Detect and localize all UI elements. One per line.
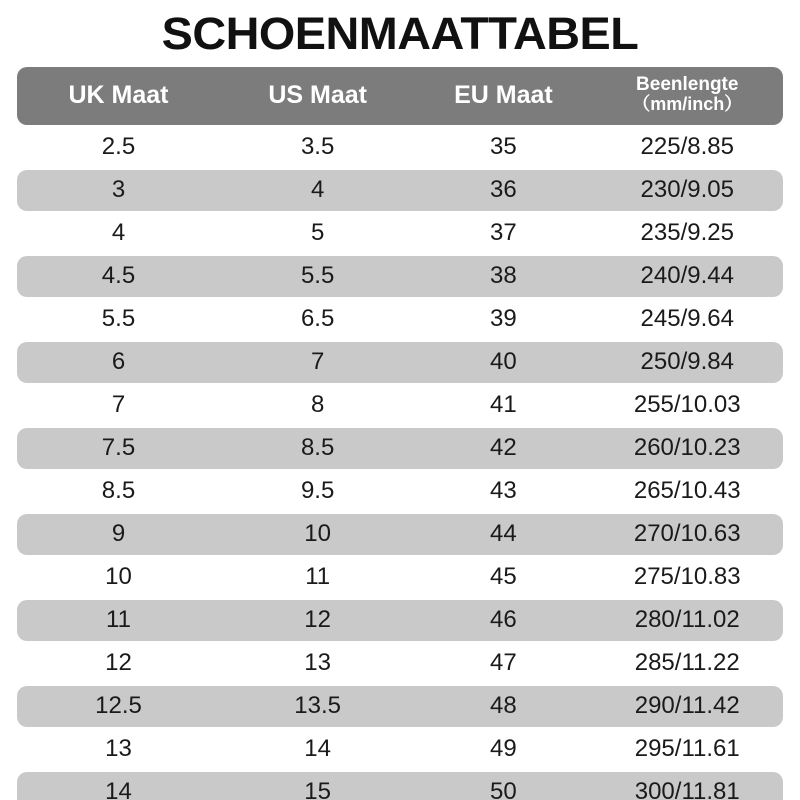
cell-us: 13 <box>220 643 415 684</box>
table-row <box>17 729 783 770</box>
table-row <box>17 643 783 684</box>
table-row <box>17 127 783 168</box>
cell-us: 3.5 <box>220 127 415 168</box>
cell-length: 225/8.85 <box>591 127 783 168</box>
table-row <box>17 686 783 727</box>
cell-length: 235/9.25 <box>591 213 783 254</box>
cell-uk: 12 <box>17 643 220 684</box>
cell-length: 270/10.63 <box>591 514 783 555</box>
cell-eu: 46 <box>415 600 591 641</box>
cell-eu: 37 <box>415 213 591 254</box>
cell-uk: 5.5 <box>17 299 220 340</box>
column-header-length-unit: （mm/inch） <box>632 94 743 115</box>
size-chart-table <box>17 65 783 800</box>
cell-uk: 12.5 <box>17 686 220 727</box>
cell-us: 8 <box>220 385 415 426</box>
cell-uk: 10 <box>17 557 220 598</box>
cell-length: 275/10.83 <box>591 557 783 598</box>
table-header <box>17 67 783 125</box>
cell-length: 230/9.05 <box>591 170 783 211</box>
cell-us: 12 <box>220 600 415 641</box>
cell-us: 7 <box>220 342 415 383</box>
cell-us: 9.5 <box>220 471 415 512</box>
cell-length: 285/11.22 <box>591 643 783 684</box>
cell-us: 5.5 <box>220 256 415 297</box>
table-row <box>17 385 783 426</box>
cell-uk: 3 <box>17 170 220 211</box>
cell-us: 10 <box>220 514 415 555</box>
cell-us: 15 <box>220 772 415 800</box>
cell-eu: 47 <box>415 643 591 684</box>
cell-uk: 9 <box>17 514 220 555</box>
cell-eu: 39 <box>415 299 591 340</box>
cell-us: 11 <box>220 557 415 598</box>
table-body <box>17 127 783 800</box>
cell-eu: 35 <box>415 127 591 168</box>
cell-length: 280/11.02 <box>591 600 783 641</box>
column-header-uk <box>17 67 220 125</box>
cell-uk: 11 <box>17 600 220 641</box>
column-header-uk-label: UK Maat <box>68 80 169 109</box>
cell-uk: 6 <box>17 342 220 383</box>
table-row <box>17 428 783 469</box>
cell-length: 245/9.64 <box>591 299 783 340</box>
cell-eu: 41 <box>415 385 591 426</box>
cell-us: 8.5 <box>220 428 415 469</box>
column-header-us-label: US Maat <box>268 80 367 109</box>
cell-eu: 42 <box>415 428 591 469</box>
cell-eu: 50 <box>415 772 591 800</box>
cell-eu: 38 <box>415 256 591 297</box>
cell-us: 5 <box>220 213 415 254</box>
column-header-eu <box>415 67 591 125</box>
cell-uk: 8.5 <box>17 471 220 512</box>
page-title: SCHOENMAATTABEL <box>161 8 639 59</box>
cell-uk: 2.5 <box>17 127 220 168</box>
table-row <box>17 170 783 211</box>
cell-length: 290/11.42 <box>591 686 783 727</box>
table-row <box>17 342 783 383</box>
cell-uk: 4.5 <box>17 256 220 297</box>
cell-eu: 45 <box>415 557 591 598</box>
cell-us: 14 <box>220 729 415 770</box>
cell-us: 6.5 <box>220 299 415 340</box>
cell-length: 255/10.03 <box>591 385 783 426</box>
cell-length: 265/10.43 <box>591 471 783 512</box>
table-row <box>17 471 783 512</box>
column-header-eu-label: EU Maat <box>454 80 553 109</box>
table-row <box>17 213 783 254</box>
cell-uk: 7.5 <box>17 428 220 469</box>
cell-uk: 13 <box>17 729 220 770</box>
table-row <box>17 514 783 555</box>
table-row <box>17 557 783 598</box>
cell-uk: 14 <box>17 772 220 800</box>
cell-uk: 7 <box>17 385 220 426</box>
cell-length: 300/11.81 <box>591 772 783 800</box>
cell-length: 240/9.44 <box>591 256 783 297</box>
cell-eu: 48 <box>415 686 591 727</box>
cell-us: 4 <box>220 170 415 211</box>
table-header-row <box>17 67 783 125</box>
column-header-us <box>220 67 415 125</box>
table-row <box>17 256 783 297</box>
table-row <box>17 772 783 800</box>
column-header-length-label: Beenlengte <box>636 74 739 96</box>
cell-length: 260/10.23 <box>591 428 783 469</box>
cell-uk: 4 <box>17 213 220 254</box>
cell-eu: 36 <box>415 170 591 211</box>
cell-eu: 43 <box>415 471 591 512</box>
table-row <box>17 600 783 641</box>
cell-eu: 40 <box>415 342 591 383</box>
column-header-length <box>591 67 783 125</box>
table-row <box>17 299 783 340</box>
cell-length: 250/9.84 <box>591 342 783 383</box>
cell-eu: 44 <box>415 514 591 555</box>
cell-length: 295/11.61 <box>591 729 783 770</box>
cell-eu: 49 <box>415 729 591 770</box>
cell-us: 13.5 <box>220 686 415 727</box>
